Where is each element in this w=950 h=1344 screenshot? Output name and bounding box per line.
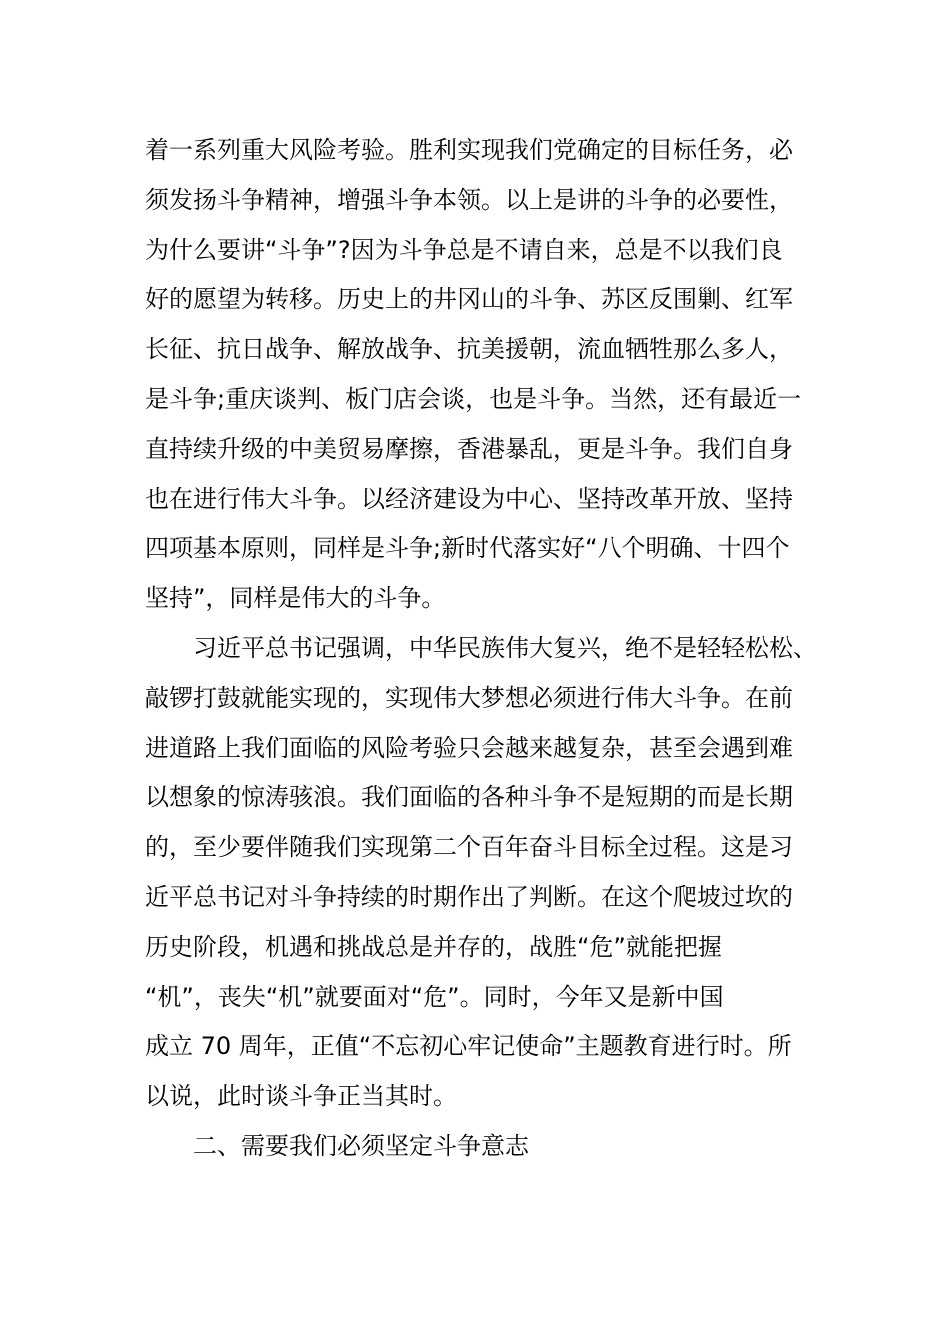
text-line: 近平总书记对斗争持续的时期作出了判断。在这个爬坡过坎的 [145, 882, 793, 911]
body-text [145, 126, 817, 1172]
text-line: 四项基本原则，同样是斗争;新时代落实好“八个明确、十四个 [145, 534, 790, 563]
text-line: 以说，此时谈斗争正当其时。 [145, 1082, 457, 1111]
text-line: 成立 70 周年，正值“不忘初心牢记使命”主题教育进行时。所 [145, 1032, 792, 1061]
text-line: 着一系列重大风险考验。胜利实现我们党确定的目标任务，必 [145, 136, 793, 164]
text-line: 进道路上我们面临的风险考验只会越来越复杂，甚至会遇到难 [145, 733, 793, 762]
text-line: 好的愿望为转移。历史上的井冈山的斗争、苏区反围剿、红军 [145, 285, 793, 314]
section-heading: 二、需要我们必须坚定斗争意志 [193, 1131, 529, 1160]
paragraph-start-line: 习近平总书记强调，中华民族伟大复兴，绝不是轻轻松松、 [193, 633, 817, 662]
text-line: 直持续升级的中美贸易摩擦，香港暴乱，更是斗争。我们自身 [145, 434, 793, 463]
text-line: 须发扬斗争精神，增强斗争本领。以上是讲的斗争的必要性， [145, 185, 793, 214]
text-line: 也在进行伟大斗争。以经济建设为中心、坚持改革开放、坚持 [145, 484, 793, 513]
text-line: “机”，丧失“机”就要面对“危”。同时，今年又是新中国 [145, 982, 724, 1011]
text-line: 为什么要讲“斗争”?因为斗争总是不请自来，总是不以我们良 [145, 235, 783, 264]
text-line: 以想象的惊涛骇浪。我们面临的各种斗争不是短期的而是长期 [145, 783, 793, 812]
text-line: 敲锣打鼓就能实现的，实现伟大梦想必须进行伟大斗争。在前 [145, 683, 793, 712]
text-line: 的，至少要伴随我们实现第二个百年奋斗目标全过程。这是习 [145, 833, 793, 862]
text-line: 坚持”，同样是伟大的斗争。 [145, 584, 446, 613]
text-line: 历史阶段，机遇和挑战总是并存的，战胜“危”就能把握 [145, 932, 722, 961]
text-line: 长征、抗日战争、解放战争、抗美援朝，流血牺牲那么多人， [145, 335, 793, 364]
text-line: 是斗争;重庆谈判、板门店会谈，也是斗争。当然，还有最近一 [145, 384, 802, 413]
